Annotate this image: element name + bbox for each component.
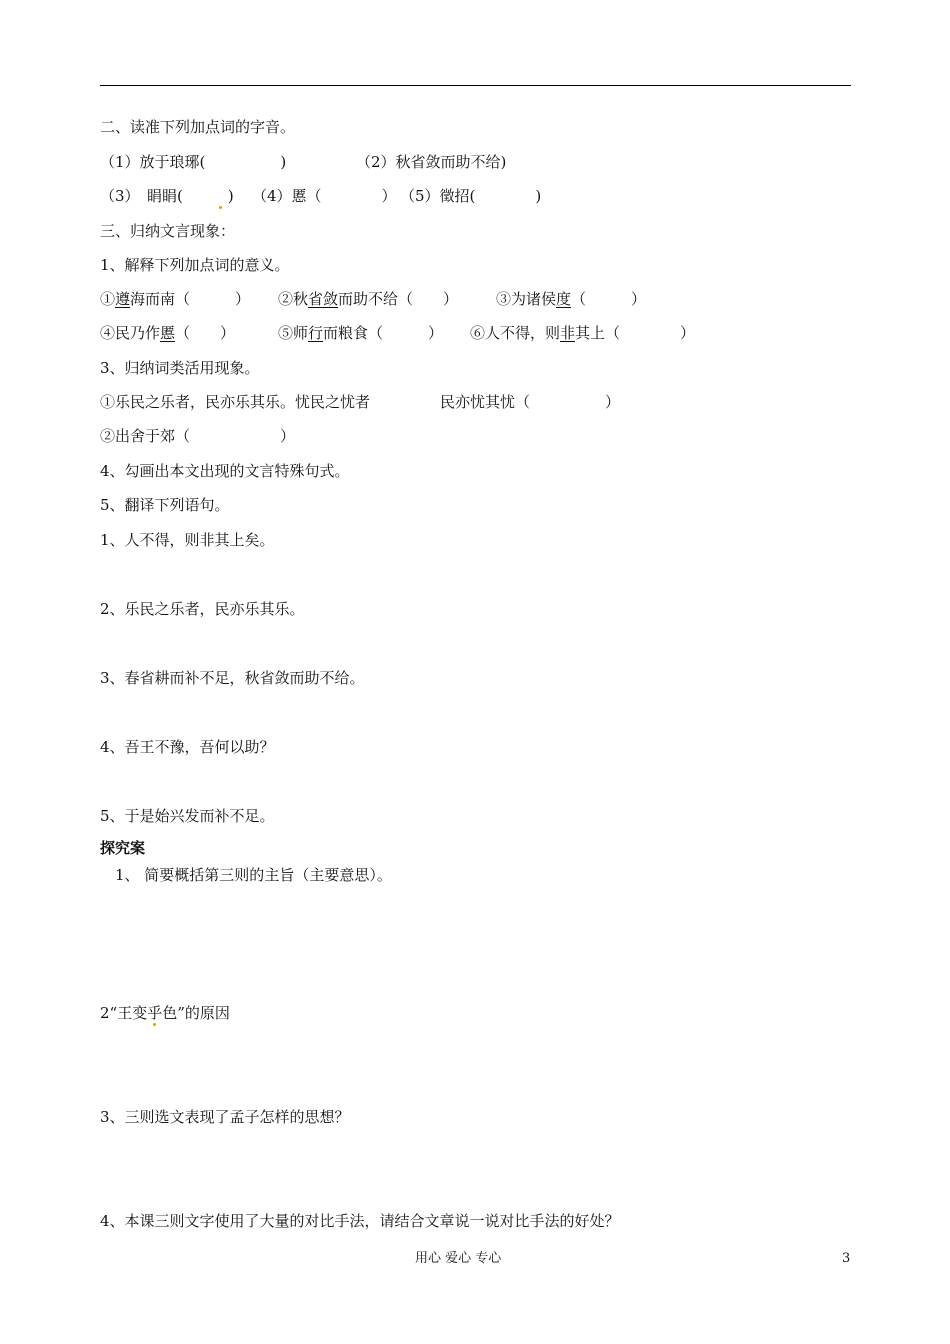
meaning-item-1-suffix: 海而南（ ） (130, 290, 251, 308)
sub-heading-3: 3、归纳词类活用现象。 (100, 359, 260, 377)
translation-item-4: 4、吾王不豫，吾何以助？ (100, 738, 275, 756)
meaning-item-2-suffix: 而助不给（ ） (338, 290, 459, 308)
meaning-item-2-word: 省敛 (308, 290, 339, 308)
tanjiu-question-2-end: 色”的原因 (162, 1004, 230, 1022)
translation-item-1: 1、人不得，则非其上矣。 (100, 531, 275, 549)
pronunciation-item-1: （1）放于琅琊( ) (100, 153, 287, 171)
huoyong-item-2: ②出舍于郊（ ） (100, 427, 296, 445)
meaning-item-2-prefix: ②秋 (278, 290, 309, 308)
tanjiu-question-4: 4、本课三则文字使用了大量的对比手法，请结合文章说一说对比手法的好处？ (100, 1212, 620, 1230)
meaning-item-4-prefix: ④民乃作 (100, 324, 161, 342)
meaning-item-1 (100, 289, 250, 309)
section2-heading: 二、读准下列加点词的字音。 (100, 118, 296, 136)
meaning-item-5-word: 行 (308, 324, 324, 342)
meaning-item-4-word: 慝 (160, 324, 176, 342)
pronunciation-item-3-text: （3） 睊睊( (100, 187, 213, 205)
tanjiu-question-2 (100, 1003, 230, 1023)
emphasis-dot (213, 187, 228, 205)
translation-item-3: 3、春省耕而补不足，秋省敛而助不给。 (100, 669, 365, 687)
pronunciation-item-4: （4）慝（ ） (252, 187, 397, 205)
header-rule (100, 85, 851, 86)
meaning-item-5-suffix: 而粮食（ ） (323, 324, 444, 342)
footer-motto: 用心 爱心 专心 (415, 1251, 502, 1266)
pronunciation-item-3-close: ) (227, 187, 234, 205)
meaning-item-1-word: 遵 (115, 290, 131, 308)
meaning-item-4-suffix: （ ） (175, 324, 236, 342)
section3-heading: 三、归纳文言现象： (100, 222, 236, 240)
meaning-item-4 (100, 323, 235, 343)
pronunciation-item-2: （2）秋省敛而助不给) (356, 153, 507, 171)
sub-heading-4: 4、勾画出本文出现的文言特殊句式。 (100, 462, 350, 480)
translation-item-5: 5、于是始兴发而补不足。 (100, 807, 275, 825)
tanjiu-heading: 探究案 (100, 839, 146, 857)
tanjiu-question-2-dotted-word: 乎 (147, 1004, 163, 1022)
huoyong-item-1a: ①乐民之乐者，民亦乐其乐。忧民之忧者 (100, 393, 371, 411)
meaning-item-6-prefix: ⑥人不得，则 (470, 324, 561, 342)
meaning-item-5-prefix: ⑤师 (278, 324, 309, 342)
meaning-item-5 (278, 323, 443, 343)
page-number: 3 (842, 1251, 851, 1266)
meaning-item-3-suffix: （ ） (571, 290, 647, 308)
meaning-item-6-suffix: 其上（ ） (575, 324, 696, 342)
sub-heading-1: 1、解释下列加点词的意义。 (100, 256, 290, 274)
meaning-item-3-word: 度 (556, 290, 572, 308)
sub-heading-5: 5、翻译下列语句。 (100, 496, 230, 514)
meaning-item-6-word: 非 (560, 324, 576, 342)
tanjiu-question-2-start: 2“王变 (100, 1004, 148, 1022)
pronunciation-item-5: （5）徵招( ) (400, 187, 542, 205)
meaning-item-1-prefix: ① (100, 290, 116, 308)
pronunciation-item-3 (100, 186, 234, 206)
meaning-item-6 (470, 323, 695, 343)
huoyong-item-1b: 民亦忧其忧（ ） (440, 393, 621, 411)
meaning-item-2 (278, 289, 458, 309)
tanjiu-question-1: 1、 简要概括第三则的主旨（主要意思）。 (100, 866, 392, 884)
meaning-item-3 (496, 289, 646, 309)
meaning-item-3-prefix: ③为诸侯 (496, 290, 557, 308)
translation-item-2: 2、乐民之乐者，民亦乐其乐。 (100, 600, 305, 618)
tanjiu-question-3: 3、三则选文表现了孟子怎样的思想？ (100, 1108, 350, 1126)
